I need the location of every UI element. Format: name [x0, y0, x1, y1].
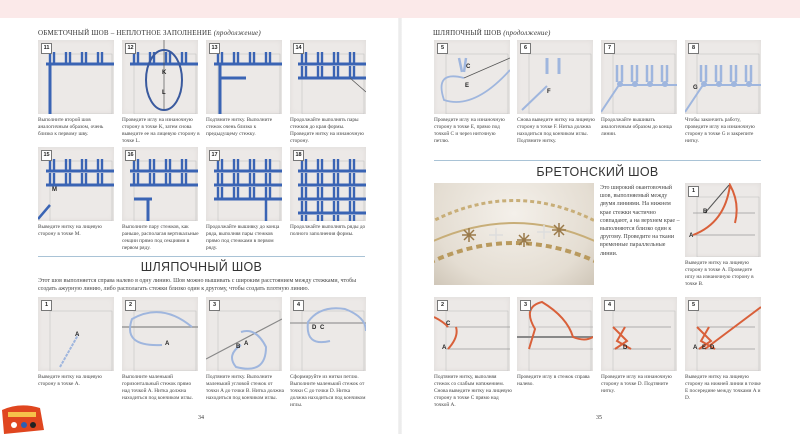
step-photo-4 — [290, 297, 366, 371]
step-number-badge: 16 — [125, 150, 136, 161]
page-number-left: 34 — [198, 415, 204, 421]
point-label: E — [465, 83, 470, 89]
left-section-title — [38, 29, 261, 37]
point-label: A — [75, 332, 80, 338]
step-number-badge: 17 — [209, 150, 220, 161]
point-label: A — [244, 341, 249, 347]
section-title-text: ШЛЯПОЧНЫЙ ШОВ — [433, 29, 502, 37]
point-label: B — [236, 344, 241, 350]
step-photo-13 — [206, 40, 282, 114]
step-photo-15 — [38, 147, 114, 221]
step-photo-18 — [290, 147, 366, 221]
step-caption: Продолжайте вышивку до конца ряда, выполняя пары стежков прямо под стежками в первом ряду. — [206, 224, 280, 251]
section-title-note: (продолжение) — [503, 29, 551, 37]
step-number-badge: 7 — [604, 43, 615, 54]
step-caption: Выполните пару стежков, как раньше, располагая вертикальные секции прямо под секциями в первом ряду. — [122, 224, 199, 251]
step-caption: Проведите иглу на изнаночную сторону в точке D. Подтяните нитку. — [601, 374, 672, 394]
step-caption: Выполните второй шов аналогичным образом, очень близко к первому шву. — [38, 117, 104, 137]
step-caption: Выведите нитку на лицевую сторону в точке M. — [38, 224, 102, 237]
hat-stitch-heading: ШЛЯПОЧНЫЙ ШОВ — [140, 260, 263, 274]
step-photo-8 — [685, 40, 761, 114]
step-number-badge: 5 — [688, 300, 699, 311]
point-label: A — [165, 341, 170, 347]
point-label: D — [312, 325, 317, 331]
point-label: K — [162, 70, 167, 76]
point-label: D — [710, 345, 715, 351]
step-photo-14 — [290, 40, 366, 114]
step-number-badge: 1 — [688, 186, 699, 197]
step-photo-4 — [601, 297, 677, 371]
step-caption: Выполните маленький горизонтальный стежок прямо над точкой A. Нитка должна находиться под кончиком иглы. — [122, 374, 193, 401]
point-label: G — [693, 85, 698, 91]
step-caption: Выведите нитку на лицевую сторону на нижней линии в точке E посередине между точками A и D. — [685, 374, 761, 401]
point-label: A — [442, 345, 447, 351]
right-section-title — [433, 29, 550, 37]
step-number-badge: 15 — [41, 150, 52, 161]
step-number-badge: 13 — [209, 43, 220, 54]
step-number-badge: 18 — [293, 150, 304, 161]
section-title-note: (продолжение) — [213, 29, 261, 37]
step-photo-6 — [517, 40, 593, 114]
step-number-badge: 14 — [293, 43, 304, 54]
step-caption: Продолжайте вышивать аналогичным образом до конца линии. — [601, 117, 672, 137]
step-number-badge: 12 — [125, 43, 136, 54]
step-caption: Подтяните нитку. Выполните маленький угловой стежок от точки A до точки B. Нитка должна находиться под кончиком иглы. — [206, 374, 284, 401]
step-caption: Сформируйте из нитки петлю. Выполните маленький стежок от точки C до точки D. Нитка должна находиться под кончиком иглы. — [290, 374, 366, 408]
step-caption: Подтяните нитку, выполняя стежок со слабым натяжением. Снова выведите нитку на лицевую сторону в точке C прямо над точкой A. — [434, 374, 513, 408]
point-label: A — [693, 345, 698, 351]
point-label: M — [52, 187, 57, 193]
step-photo-3 — [206, 297, 282, 371]
step-number-badge: 3 — [209, 300, 220, 311]
divider — [434, 160, 761, 161]
publisher-logo — [0, 400, 46, 434]
point-label: C — [320, 325, 325, 331]
step-number-badge: 5 — [437, 43, 448, 54]
point-label: C — [446, 321, 451, 327]
step-caption: Подтяните нитку. Выполните стежок очень близко к предыдущему стежку. — [206, 117, 273, 137]
step-photo-7 — [601, 40, 677, 114]
page-number-right: 35 — [596, 415, 602, 421]
point-label: C — [466, 64, 471, 70]
point-label: L — [162, 90, 166, 96]
step-caption: Продолжайте выполнять пары стежков до края формы. Проведите нитку на изнаночную сторону. — [290, 117, 364, 144]
step-photo-1 — [685, 183, 761, 257]
step-photo-3 — [517, 297, 593, 371]
step-number-badge: 3 — [520, 300, 531, 311]
top-band — [0, 0, 800, 18]
step-caption: Проведите иглу на изнаночную сторону в точке E, прямо под точкой C и через ниточную петлю. — [434, 117, 505, 144]
step-number-badge: 2 — [437, 300, 448, 311]
divider — [38, 256, 365, 257]
step-caption: Выведите нитку на лицевую сторону в точке A. Проведите иглу на изнаночную сторону в точке B. — [685, 260, 754, 287]
breton-embroidery-photo — [434, 183, 594, 285]
step-photo-11 — [38, 40, 114, 114]
step-photo-5 — [434, 40, 510, 114]
step-photo-16 — [122, 147, 198, 221]
step-photo-2 — [122, 297, 198, 371]
step-caption: Снова выведите нитку на лицевую сторону в точке F. Нитка должна находиться под кончиком иглы. Подтяните нитку. — [517, 117, 596, 144]
step-number-badge: 11 — [41, 43, 52, 54]
point-label: E — [702, 345, 707, 351]
book-gutter — [398, 18, 402, 434]
point-label: B — [703, 209, 708, 215]
step-number-badge: 4 — [604, 300, 615, 311]
step-caption: Продолжайте выполнять ряды до полного заполнения формы. — [290, 224, 366, 237]
step-number-badge: 6 — [520, 43, 531, 54]
step-photo-12 — [122, 40, 198, 114]
point-label: D — [623, 345, 628, 351]
step-photo-2 — [434, 297, 510, 371]
step-number-badge: 2 — [125, 300, 136, 311]
step-caption: Чтобы закончить работу, проведите иглу на изнаночную сторону в точке G и закрепите нитку. — [685, 117, 755, 144]
hat-stitch-intro: Этот шов выполняется справа налево в одну линию. Шов можно вышивать с широким расстоянием между стежками, чтобы создать ажурную линию, либо располагать стежки близко один к другому, чтобы создать плотную линию. — [38, 278, 357, 292]
step-photo-17 — [206, 147, 282, 221]
section-title-text: ОБМЕТОЧНЫЙ ШОВ – НЕПЛОТНОЕ ЗАПОЛНЕНИЕ — [38, 29, 212, 37]
step-number-badge: 1 — [41, 300, 52, 311]
step-number-badge: 4 — [293, 300, 304, 311]
breton-stitch-heading: БРЕТОНСКИЙ ШОВ — [536, 165, 659, 179]
step-photo-5 — [685, 297, 761, 371]
step-number-badge: 8 — [688, 43, 699, 54]
point-label: A — [689, 233, 694, 239]
breton-stitch-intro: Это широкий окантовочный шов, выполняемый между двумя линиями. На нижнем крае стежки частично совпадают, а на верхнем крае – выполняются близко один к другому. Проведите на ткани временные параллельные линии. — [600, 185, 680, 257]
step-caption: Проведите иглу в стежок справа налево. — [517, 374, 590, 387]
step-photo-1 — [38, 297, 114, 371]
step-caption: Проведите иглу на изнаночную сторону в точке K, затем снова выведите ее на лицевую сторону в точке L. — [122, 117, 200, 144]
point-label: F — [547, 89, 551, 95]
step-caption: Выведите нитку на лицевую сторону в точке A. — [38, 374, 102, 387]
